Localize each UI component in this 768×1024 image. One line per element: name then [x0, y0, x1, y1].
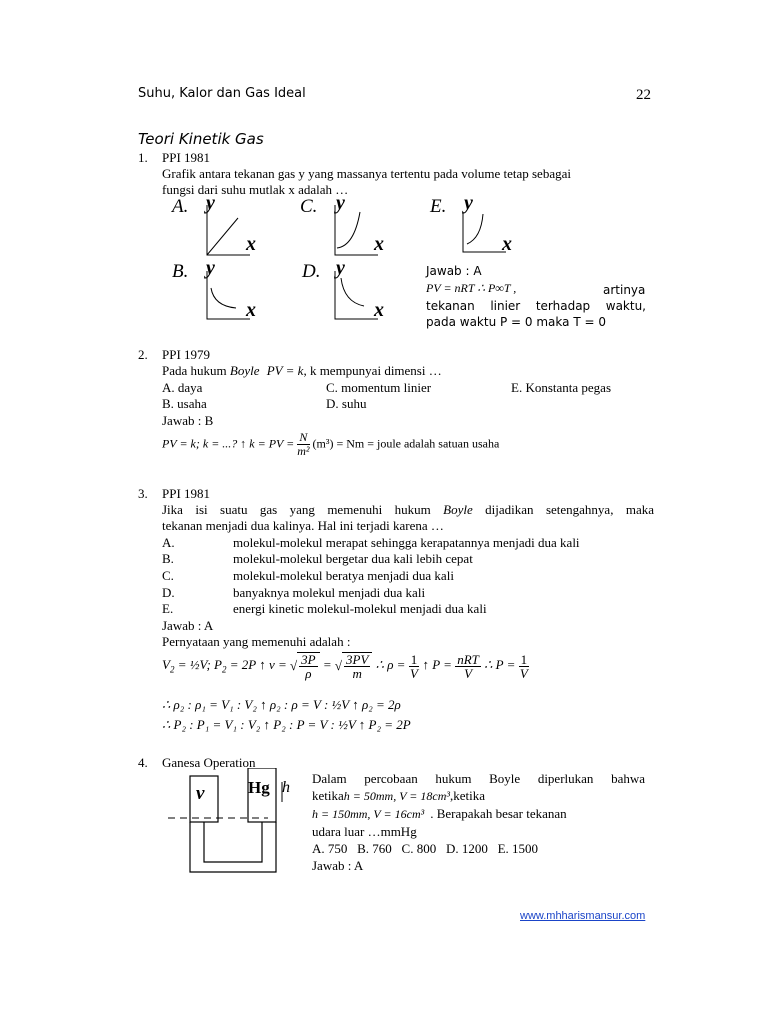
- q4-fig-h-label: h: [282, 779, 290, 796]
- graph-x-label: x: [374, 299, 384, 321]
- q3-text-line1-a: Jika isi suatu gas yang memenuhi hukum: [162, 502, 431, 517]
- q2-text-formula: PV = k: [266, 363, 304, 378]
- q4-line1: [312, 771, 645, 788]
- footer-url-link[interactable]: www.mhharismansur.com: [520, 910, 646, 922]
- q3-option-letter: C.: [162, 568, 174, 583]
- q1-expl-word: artinya: [603, 283, 646, 297]
- q4-u-tube-figure: [168, 768, 298, 880]
- q2-answer: Jawab : B: [162, 413, 214, 428]
- fraction-numerator: N: [297, 431, 309, 445]
- q4-line4: udara luar …mmHg: [312, 824, 417, 839]
- q3-number: 3.: [138, 486, 148, 501]
- q1-expl-line3: pada waktu P = 0 maka T = 0: [426, 315, 606, 329]
- q2-solution-fraction: [297, 431, 309, 458]
- q4-line3: [312, 806, 645, 823]
- q2-option-c: C. momentum linier: [326, 380, 432, 395]
- graph-x-label: x: [246, 233, 256, 255]
- q4-fig-v-label: v: [196, 783, 205, 804]
- q1-text-line1: Grafik antara tekanan gas y yang massanya tertentu pada volume tetap sebagai: [162, 166, 571, 181]
- q3-text-line1-c: dijadikan setengahnya, maka: [485, 502, 655, 517]
- q2-text-prefix: Pada hukum: [162, 363, 227, 378]
- q1-expl-line2: [426, 298, 646, 315]
- q2-text: [162, 363, 442, 380]
- q3-option-letter: A.: [162, 535, 175, 550]
- q3-option-text: energi kinetic molekul-molekul menjadi dua kali: [233, 601, 487, 616]
- graph-label: A.: [172, 196, 189, 217]
- q3-equation-3: ∴ P₂ : P₁ = V₁ : V₂ ↑ P₂ : P = V : ½V ↑ P₂ = 2P: [162, 717, 411, 732]
- graph-c-plot: [328, 200, 378, 260]
- q1-expl-formula: PV = nRT ∴ P∞T ,: [426, 281, 517, 295]
- fraction-denominator: m²: [297, 444, 310, 458]
- q3-option-letter: E.: [162, 601, 174, 616]
- q2-option-b: B. usaha: [162, 396, 207, 411]
- graph-x-label: x: [246, 299, 256, 321]
- q3-equation-2: ∴ ρ₂ : ρ₁ = V₁ : V₂ ↑ ρ₂ : ρ = V : ½V ↑ ρ₂ = 2ρ: [162, 697, 401, 712]
- q2-option-d: D. suhu: [326, 396, 367, 411]
- q3-answer: Jawab : A: [162, 618, 214, 633]
- q1-text-line2: fungsi dari suhu mutlak x adalah …: [162, 182, 349, 197]
- graph-y-label: y: [206, 257, 215, 279]
- page-number: 22: [636, 87, 651, 103]
- q4-number: 4.: [138, 755, 148, 770]
- q4-answer: Jawab : A: [312, 858, 364, 873]
- q2-text-boyle: Boyle: [229, 363, 260, 378]
- q4-line3-b: . Berapakah besar tekanan: [430, 806, 567, 821]
- q4-source: Ganesa Operation: [162, 755, 256, 770]
- q1-answer: Jawab : A: [426, 264, 482, 278]
- q3-option-text: molekul-molekul bergetar dua kali lebih cepat: [233, 551, 473, 566]
- section-title: Teori Kinetik Gas: [138, 130, 264, 148]
- q3-option-letter: B.: [162, 551, 174, 566]
- graph-label: D.: [302, 261, 321, 282]
- q2-solution-left: PV = k; k = ...? ↑ k = PV =: [162, 436, 295, 451]
- q1-source: PPI 1981: [162, 150, 211, 165]
- q4-line2-a: ketika: [312, 788, 344, 803]
- q1-expl-line2-text: tekanan linier terhadap waktu,: [426, 299, 646, 313]
- graph-b-plot: [200, 266, 250, 326]
- graph-y-label: y: [336, 192, 345, 214]
- q3-equation-1: $V_2$ = ½V; $P_2 = 2P$ ↑ v = √ $\frac{3P}{\rho}$ = √ $\frac{3PV}{m}$ ∴ ρ = $\frac{1}{V}$ ↑ P = $\frac{\text{nRT}}{V}$ ∴ P = $\frac{1}{V}$: [162, 651, 528, 681]
- header-title: Suhu, Kalor dan Gas Ideal: [138, 86, 306, 101]
- graph-x-label: x: [502, 233, 512, 255]
- q4-line2-b: ,ketika: [450, 788, 486, 803]
- q3-source: PPI 1981: [162, 486, 211, 501]
- graph-label: E.: [430, 196, 447, 217]
- q3-text-boyle: Boyle: [443, 502, 473, 517]
- q3-text-line2: tekanan menjadi dua kalinya. Hal ini terjadi karena …: [162, 518, 444, 533]
- graph-d-plot: [328, 266, 378, 326]
- q3-option-text: banyaknya molekul menjadi dua kali: [233, 585, 426, 600]
- q2-option-e: E. Konstanta pegas: [511, 380, 612, 395]
- graph-label: B.: [172, 261, 189, 282]
- q2-option-a: A. daya: [162, 380, 203, 395]
- graph-y-label: y: [336, 257, 345, 279]
- q3-text-line1: [162, 502, 654, 519]
- q4-line2: [312, 788, 485, 805]
- q3-option-letter: D.: [162, 585, 175, 600]
- q2-text-suffix: , k mempunyai dimensi …: [303, 363, 442, 378]
- q4-fig-hg-label: Hg: [248, 778, 270, 797]
- q3-option-text: molekul-molekul merapat sehingga kerapatannya menjadi dua kali: [233, 535, 580, 550]
- q4-line2-formula: h = 50mm, V = 18cm³: [343, 789, 450, 803]
- q4-line1-text: Dalam percobaan hukum Boyle diperlukan bahwa: [312, 771, 645, 786]
- q2-solution: [162, 431, 499, 458]
- graph-y-label: y: [464, 192, 473, 214]
- q2-solution-right: (m³) = Nm = joule adalah satuan usaha: [312, 436, 500, 451]
- q3-statement: Pernyataan yang memenuhi adalah :: [162, 634, 351, 649]
- q2-source: PPI 1979: [162, 347, 211, 362]
- graph-x-label: x: [374, 233, 384, 255]
- graph-e-plot: [456, 200, 506, 260]
- q4-line3-formula: h = 150mm, V = 16cm³: [312, 807, 425, 821]
- q3-option-text: molekul-molekul beratya menjadi dua kali: [233, 568, 454, 583]
- graph-a-plot: [200, 200, 250, 260]
- q4-options: A. 750 B. 760 C. 800 D. 1200 E. 1500: [312, 841, 539, 856]
- graph-label: C.: [300, 196, 318, 217]
- q2-number: 2.: [138, 347, 148, 362]
- q1-number: 1.: [138, 150, 148, 165]
- graph-y-label: y: [206, 192, 215, 214]
